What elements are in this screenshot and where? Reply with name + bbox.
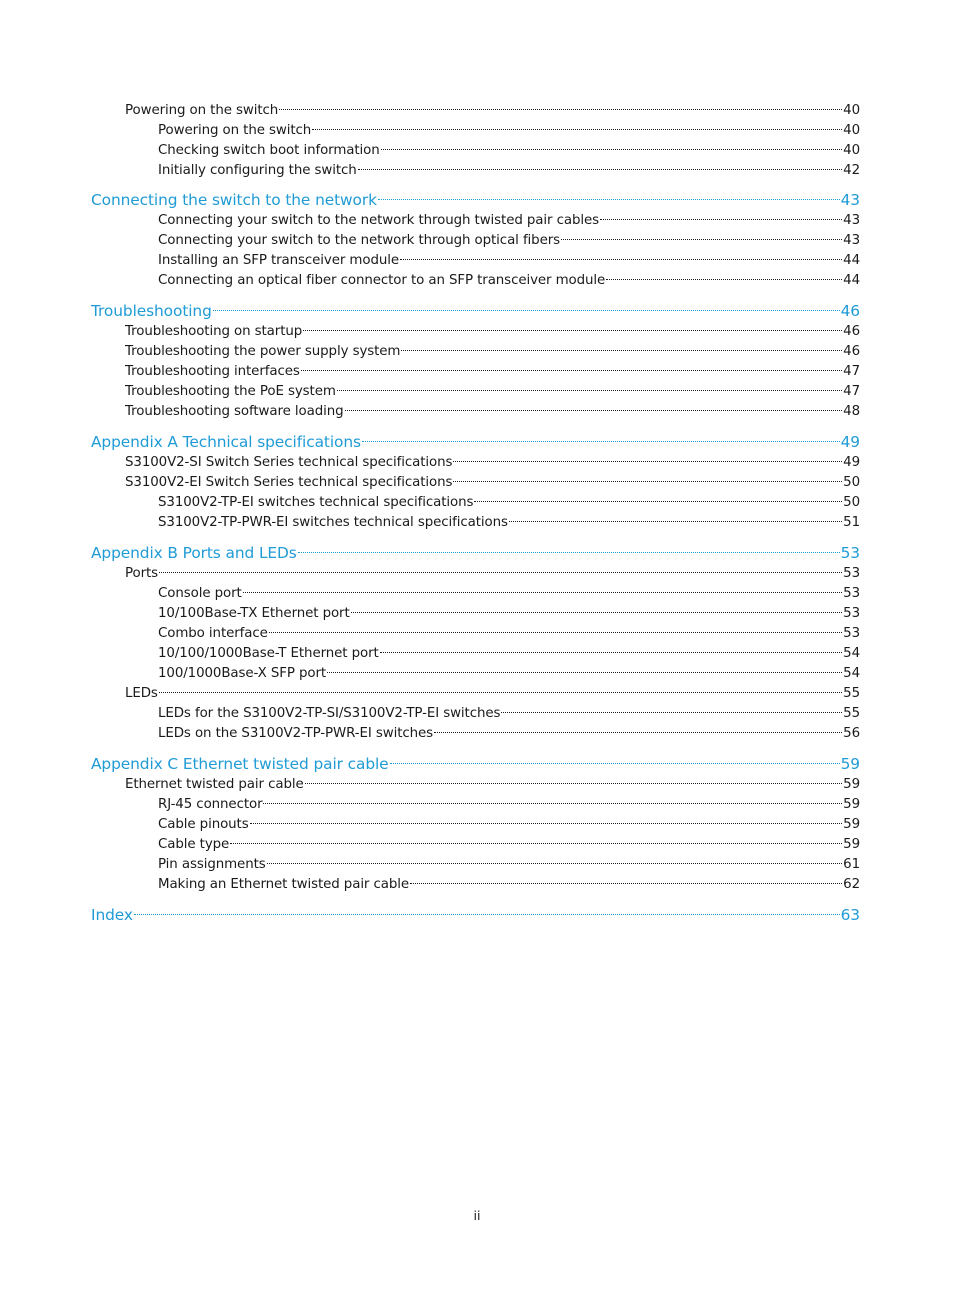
dot-leader (243, 592, 842, 593)
dot-leader (453, 461, 842, 462)
dot-leader (159, 572, 842, 573)
toc-entry (125, 402, 860, 422)
toc-entry-page-number: 44 (843, 273, 860, 288)
dot-leader (362, 441, 840, 442)
toc-entry-title: Troubleshooting interfaces (125, 364, 300, 379)
toc-entry (125, 564, 860, 584)
dot-leader (312, 129, 842, 130)
dot-leader (134, 914, 840, 915)
toc-entry-title: Connecting the switch to the network (91, 191, 377, 209)
dot-leader (213, 310, 840, 311)
toc-entry (125, 362, 860, 382)
dot-leader (358, 169, 842, 170)
toc-entry-title: Appendix C Ethernet twisted pair cable (91, 755, 389, 773)
toc-entry-title: LEDs on the S3100V2-TP-PWR-EI switches (158, 726, 434, 741)
dot-leader (279, 109, 842, 110)
dot-leader (561, 239, 842, 240)
toc-entry-page-number: 46 (843, 344, 860, 359)
toc-chapter-link[interactable] (91, 432, 860, 452)
toc-entry-page-number: 53 (843, 586, 860, 601)
dot-leader (327, 672, 842, 673)
toc-entry-title: Appendix B Ports and LEDs (91, 544, 297, 562)
toc-entry-page-number: 42 (843, 163, 860, 178)
toc-entry-page-number: 59 (840, 755, 860, 773)
toc-entry (158, 704, 860, 724)
toc-entry-title: Cable pinouts (158, 817, 249, 832)
toc-entry-page-number: 55 (843, 686, 860, 701)
toc-chapter-link[interactable] (91, 905, 860, 925)
dot-leader (606, 279, 842, 280)
dot-leader (337, 390, 842, 391)
dot-leader (303, 330, 842, 331)
dot-leader (298, 552, 840, 553)
dot-leader (600, 219, 842, 220)
toc-entry-title: 10/100Base-TX Ethernet port (158, 606, 350, 621)
toc-entry-page-number: 51 (843, 515, 860, 530)
toc-entry (158, 251, 860, 271)
toc-entry (158, 271, 860, 291)
toc-entry (125, 382, 860, 402)
toc-entry-title: Ethernet twisted pair cable (125, 777, 304, 792)
toc-entry-title: Troubleshooting (91, 302, 212, 320)
toc-entry-page-number: 40 (843, 103, 860, 118)
toc-entry (158, 644, 860, 664)
toc-entry (158, 604, 860, 624)
dot-leader (390, 763, 840, 764)
toc-entry (125, 775, 860, 795)
toc-entry-title: S3100V2-TP-PWR-EI switches technical specifications (158, 515, 508, 530)
toc-entry-page-number: 43 (843, 233, 860, 248)
toc-entry-title: LEDs (125, 686, 158, 701)
dot-leader (159, 692, 842, 693)
dot-leader (401, 350, 842, 351)
toc-entry-page-number: 59 (843, 837, 860, 852)
dot-leader (400, 259, 842, 260)
toc-entry-page-number: 40 (843, 143, 860, 158)
toc-entry-page-number: 47 (843, 364, 860, 379)
toc-entry (158, 493, 860, 513)
toc-entry (158, 161, 860, 181)
toc-chapter-link[interactable] (91, 543, 860, 563)
toc-entry-title: Ports (125, 566, 159, 581)
toc-entry (158, 513, 860, 533)
toc-entry-title: Connecting an optical fiber connector to an SFP transceiver module (158, 273, 606, 288)
dot-leader (378, 199, 840, 200)
toc-chapter-link[interactable] (91, 190, 860, 210)
toc-entry-title: Pin assignments (158, 857, 266, 872)
toc-entry-title: Index (91, 906, 133, 924)
toc-entry-page-number: 53 (840, 544, 860, 562)
dot-leader (509, 521, 842, 522)
toc-chapter-link[interactable] (91, 301, 860, 321)
dot-leader (410, 883, 842, 884)
toc-entry-page-number: 56 (843, 726, 860, 741)
toc-entry-title: Connecting your switch to the network through twisted pair cables (158, 213, 599, 228)
toc-entry (158, 584, 860, 604)
toc-entry-page-number: 54 (843, 666, 860, 681)
page-number: ii (473, 1208, 481, 1223)
toc-entry (158, 815, 860, 835)
toc-entry-page-number: 43 (843, 213, 860, 228)
dot-leader (250, 823, 843, 824)
toc-entry-title: Troubleshooting the PoE system (125, 384, 336, 399)
toc-entry-title: S3100V2-TP-EI switches technical specifications (158, 495, 474, 510)
toc-entry (125, 473, 860, 493)
toc-entry-page-number: 59 (843, 777, 860, 792)
dot-leader (434, 732, 842, 733)
toc-entry-title: 10/100/1000Base-T Ethernet port (158, 646, 379, 661)
toc-entry (158, 875, 860, 895)
toc-entry-page-number: 53 (843, 606, 860, 621)
toc-entry (158, 795, 860, 815)
toc-entry-title: Connecting your switch to the network through optical fibers (158, 233, 561, 248)
toc-entry-title: Cable type (158, 837, 230, 852)
toc-entry-title: Initially configuring the switch (158, 163, 357, 178)
toc-entry-page-number: 63 (840, 906, 860, 924)
dot-leader (230, 843, 842, 844)
toc-entry-page-number: 44 (843, 253, 860, 268)
toc-entry-page-number: 40 (843, 123, 860, 138)
toc-entry-page-number: 43 (840, 191, 860, 209)
dot-leader (381, 149, 843, 150)
dot-leader (351, 612, 843, 613)
dot-leader (501, 712, 842, 713)
toc-entry-title: Troubleshooting on startup (125, 324, 303, 339)
toc-entry (158, 664, 860, 684)
dot-leader (380, 652, 843, 653)
toc-entry-page-number: 46 (840, 302, 860, 320)
toc-chapter-link[interactable] (91, 754, 860, 774)
toc-entry (125, 684, 860, 704)
dot-leader (474, 501, 842, 502)
toc-entry-title: Troubleshooting the power supply system (125, 344, 401, 359)
toc-entry (158, 835, 860, 855)
toc-entry-page-number: 59 (843, 797, 860, 812)
toc-entry (158, 231, 860, 251)
dot-leader (301, 370, 842, 371)
toc-entry-title: Checking switch boot information (158, 143, 380, 158)
toc-entry (125, 342, 860, 362)
toc-entry (158, 121, 860, 141)
toc-entry-page-number: 48 (843, 404, 860, 419)
dot-leader (267, 863, 843, 864)
toc-entry-title: Installing an SFP transceiver module (158, 253, 400, 268)
toc-entry-page-number: 54 (843, 646, 860, 661)
toc-entry-page-number: 53 (843, 626, 860, 641)
toc-entry (125, 322, 860, 342)
toc-entry (125, 453, 860, 473)
toc-entry-title: S3100V2-SI Switch Series technical specifications (125, 455, 453, 470)
dot-leader (345, 410, 843, 411)
toc-entry-page-number: 49 (840, 433, 860, 451)
dot-leader (263, 803, 842, 804)
toc-entry-title: Combo interface (158, 626, 268, 641)
toc-entry (158, 855, 860, 875)
toc-entry-title: S3100V2-EI Switch Series technical specifications (125, 475, 453, 490)
toc-entry-page-number: 62 (843, 877, 860, 892)
toc-entry (158, 211, 860, 231)
dot-leader (305, 783, 843, 784)
toc-entry-page-number: 47 (843, 384, 860, 399)
toc-entry-title: Troubleshooting software loading (125, 404, 344, 419)
toc-entry (158, 624, 860, 644)
dot-leader (269, 632, 842, 633)
toc-entry-title: 100/1000Base-X SFP port (158, 666, 327, 681)
toc-entry-title: Console port (158, 586, 242, 601)
toc-entry-title: Powering on the switch (158, 123, 312, 138)
toc-entry-page-number: 50 (843, 475, 860, 490)
toc-entry-title: LEDs for the S3100V2-TP-SI/S3100V2-TP-EI switches (158, 706, 501, 721)
toc-entry-title: Making an Ethernet twisted pair cable (158, 877, 410, 892)
toc-entry-page-number: 55 (843, 706, 860, 721)
toc-entry-page-number: 61 (843, 857, 860, 872)
toc-entry-page-number: 49 (843, 455, 860, 470)
toc-entry-title: Powering on the switch (125, 103, 279, 118)
toc-entry (158, 141, 860, 161)
toc-entry-page-number: 46 (843, 324, 860, 339)
dot-leader (453, 481, 842, 482)
toc-entry-title: Appendix A Technical specifications (91, 433, 361, 451)
toc-entry-page-number: 53 (843, 566, 860, 581)
toc-entry (158, 724, 860, 744)
toc-entry (125, 101, 860, 121)
toc-entry-title: RJ-45 connector (158, 797, 263, 812)
toc-entry-page-number: 59 (843, 817, 860, 832)
toc-entry-page-number: 50 (843, 495, 860, 510)
